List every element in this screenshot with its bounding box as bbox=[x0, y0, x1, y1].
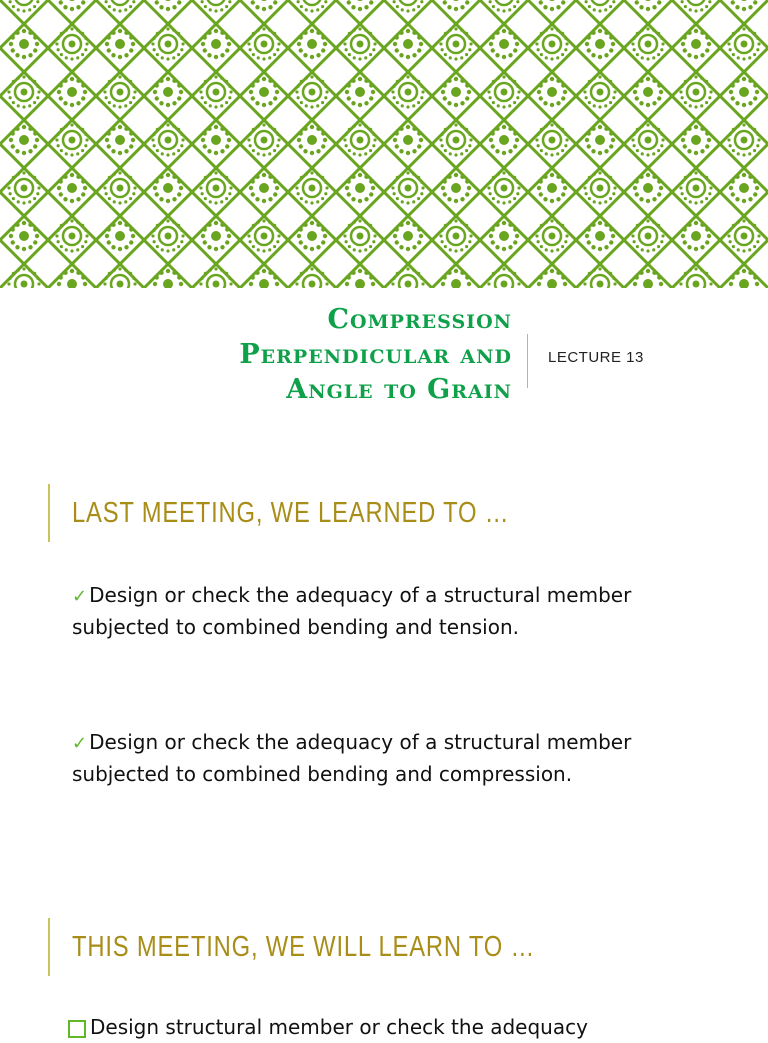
title-line-3: Angle to Grain bbox=[286, 374, 512, 405]
this-meeting-heading-text: THIS MEETING, WE WILL LEARN TO … bbox=[72, 930, 536, 963]
lecture-number: LECTURE 13 bbox=[548, 349, 644, 366]
last-meeting-heading bbox=[48, 484, 605, 542]
title-divider bbox=[527, 334, 528, 388]
list-item bbox=[68, 1012, 588, 1043]
slide-title bbox=[0, 302, 512, 407]
decorative-pattern-banner bbox=[0, 0, 768, 288]
title-line-1: Compression bbox=[327, 304, 512, 335]
this-meeting-heading bbox=[48, 918, 637, 976]
list-item-text: Design or check the adequacy of a structural member subjected to combined bending and compression. bbox=[72, 730, 632, 786]
list-item-text: Design structural member or check the adequacy bbox=[90, 1015, 588, 1039]
title-line-2: Perpendicular and bbox=[239, 339, 512, 370]
list-item bbox=[72, 580, 632, 643]
checkmark-icon: ✓ bbox=[72, 586, 88, 607]
checkmark-icon: ✓ bbox=[72, 733, 88, 754]
checkbox-icon bbox=[68, 1020, 86, 1038]
pattern-icon bbox=[0, 0, 768, 288]
last-meeting-heading-text: LAST MEETING, WE LEARNED TO … bbox=[72, 496, 510, 529]
list-item bbox=[72, 727, 632, 790]
list-item-text: Design or check the adequacy of a structural member subjected to combined bending and tension. bbox=[72, 583, 632, 639]
